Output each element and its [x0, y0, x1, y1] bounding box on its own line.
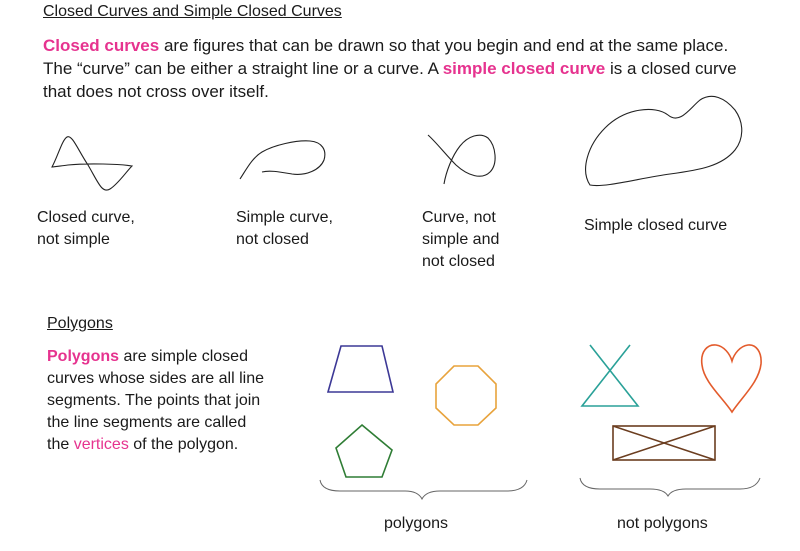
caption-not-simple-not-closed [422, 207, 499, 273]
closed-not-simple-curve [52, 137, 132, 191]
caption-simple-not-closed [236, 207, 333, 251]
bowtie-shape [582, 345, 638, 406]
heart-shape [702, 345, 761, 412]
term-closed-curves: Closed curves [43, 36, 160, 55]
caption-line: Closed curve, [37, 209, 135, 226]
term-vertices: vertices [73, 436, 129, 453]
term-simple-closed-curve: simple closed curve [442, 59, 606, 78]
section-title-closed-curves: Closed Curves and Simple Closed Curves [43, 3, 342, 20]
section-title-polygons: Polygons [47, 315, 113, 332]
polygons-text-1: are simple closed curves whose sides are all line segments. The points that join the line segments are called the [47, 348, 264, 453]
trapezoid-shape [328, 346, 393, 392]
label-not-polygons: not polygons [617, 515, 708, 532]
simple-not-closed-curve [240, 141, 325, 179]
caption-line: not closed [422, 253, 495, 270]
simple-closed-curve [586, 96, 742, 185]
term-polygons: Polygons [47, 348, 120, 365]
polygons-text-2: of the polygon. [128, 436, 239, 453]
definition-text-1: are figures that can be drawn so that you begin and end at the same place. The “curve” can be either a straight line or a curve. A [43, 36, 729, 78]
polygons-definition [47, 346, 272, 456]
caption-simple-closed: Simple closed curve [584, 217, 728, 234]
caption-line: simple and [422, 231, 500, 248]
caption-closed-not-simple [37, 207, 135, 251]
crossed-rectangle-shape [613, 426, 715, 460]
caption-line: Curve, not [422, 209, 496, 226]
label-polygons: polygons [384, 515, 449, 532]
not-simple-not-closed-curve [428, 135, 495, 184]
caption-line: not closed [236, 231, 309, 248]
definition-text-2: is a closed curve that does not cross over itself. [43, 59, 737, 101]
octagon-shape [436, 366, 496, 425]
caption-line: not simple [37, 231, 110, 248]
not-polygons-brace [580, 478, 760, 496]
pentagon-shape [336, 425, 392, 477]
polygons-brace [320, 480, 527, 499]
caption-line: Simple curve, [236, 209, 333, 226]
